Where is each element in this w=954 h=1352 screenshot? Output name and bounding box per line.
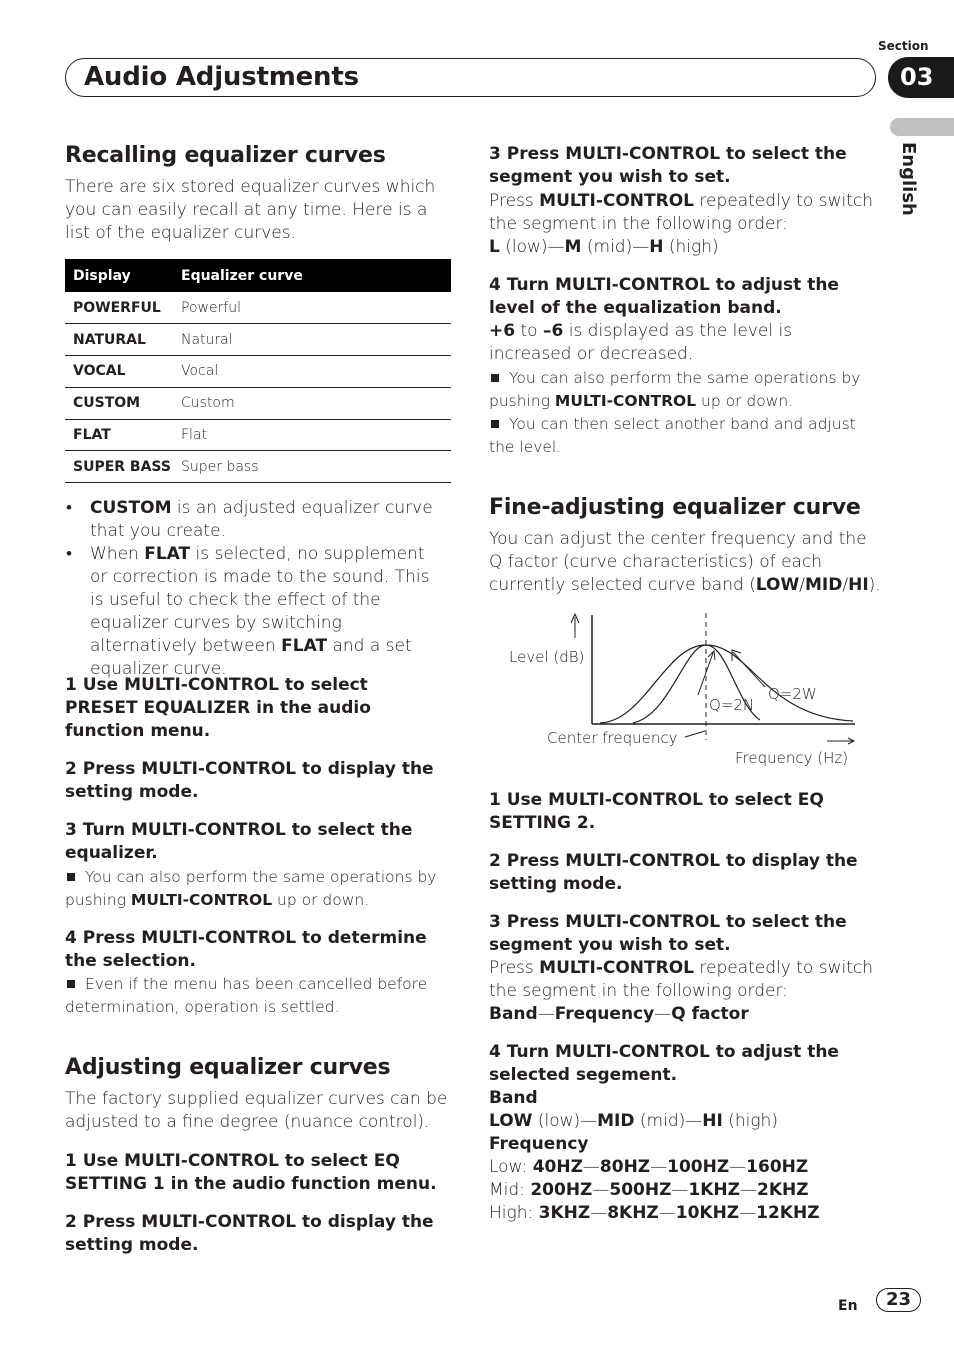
table-cell-display: CUSTOM bbox=[65, 387, 173, 419]
table-header-display: Display bbox=[65, 259, 173, 292]
table-row bbox=[65, 356, 451, 388]
freq-value: 2KHZ bbox=[756, 1180, 809, 1200]
body-text: You can adjust the center frequency and the Q factor (curve characteristics) of each currently selected curve band ( bbox=[489, 529, 867, 595]
heading-adjusting: Adjusting equalizer curves bbox=[65, 1055, 391, 1080]
freq-value: 8KHZ bbox=[607, 1203, 659, 1223]
note-square-icon bbox=[491, 420, 499, 428]
bullet-text: and a set equalizer curve. bbox=[90, 636, 412, 679]
freq-value: 3KHZ bbox=[538, 1203, 591, 1223]
language-label: English bbox=[898, 142, 919, 216]
adjusting-step-4: 4 Turn MULTI-CONTROL to adjust the level of the equalization band. bbox=[489, 275, 839, 318]
freq-value: 10KHZ bbox=[675, 1203, 740, 1223]
fine-step-4: 4 Turn MULTI-CONTROL to adjust the selected segement. bbox=[489, 1042, 839, 1085]
order-text: (mid)— bbox=[581, 237, 650, 257]
table-cell-display: VOCAL bbox=[65, 356, 173, 388]
note-text: up or down. bbox=[696, 392, 794, 410]
table-cell-display: FLAT bbox=[65, 419, 173, 451]
bullet-bold: FLAT bbox=[281, 636, 328, 656]
adjusting-intro: The factory supplied equalizer curves can be adjusted to a fine degree (nuance control). bbox=[65, 1089, 448, 1132]
table-cell-curve: Natural bbox=[173, 324, 451, 356]
bullet-text: is an adjusted equalizer curve that you create. bbox=[90, 498, 433, 541]
note-text: up or down. bbox=[272, 891, 370, 909]
recalling-step-1: 1 Use MULTI-CONTROL to select PRESET EQUALIZER in the audio function menu. bbox=[65, 675, 371, 741]
table-row bbox=[65, 451, 451, 483]
recalling-bullets bbox=[65, 497, 445, 681]
table-cell-curve: Powerful bbox=[173, 292, 451, 324]
note-text: You can then select another band and adjust the level. bbox=[489, 415, 856, 456]
footer-language: En bbox=[838, 1298, 858, 1314]
band-hi: HI bbox=[702, 1111, 723, 1131]
q2n-label: Q=2N bbox=[709, 696, 755, 714]
recalling-step-4: 4 Press MULTI-CONTROL to determine the selection. bbox=[65, 928, 427, 971]
body-text: is displayed as the level is increased or decreased. bbox=[489, 321, 793, 364]
band-text: (high) bbox=[722, 1111, 778, 1131]
list-item bbox=[65, 497, 445, 543]
bullet-text: is selected, no supplement or correction is made to the sound. This is useful to check the effect of the equalizer curves by switching alternatively between bbox=[90, 544, 430, 656]
body-text: / bbox=[842, 575, 849, 595]
note-square-icon bbox=[67, 980, 75, 988]
fine-step-3-body bbox=[489, 957, 874, 1026]
band-low: LOW bbox=[755, 575, 800, 595]
table-row bbox=[65, 324, 451, 356]
band-low: LOW bbox=[489, 1111, 533, 1131]
heading-fine-adjusting: Fine-adjusting equalizer curve bbox=[489, 495, 861, 520]
band-text: (low)— bbox=[532, 1111, 598, 1131]
equalizer-table bbox=[65, 259, 451, 483]
body-text: Press bbox=[489, 958, 540, 978]
section-label: Section bbox=[878, 39, 929, 53]
adjusting-note-1 bbox=[489, 367, 874, 413]
body-text: / bbox=[799, 575, 805, 595]
note-text: You can also perform the same operations by pushing bbox=[489, 369, 861, 410]
body-text: Press bbox=[489, 191, 540, 211]
adjusting-step-3-body bbox=[489, 190, 874, 259]
section-number: 03 bbox=[900, 63, 934, 91]
order-sep: — bbox=[537, 1004, 555, 1024]
freq-row-label: High: bbox=[489, 1203, 539, 1223]
q2w-label: Q=2W bbox=[768, 685, 817, 703]
recalling-step-3: 3 Turn MULTI-CONTROL to select the equalizer. bbox=[65, 820, 413, 863]
level-max: +6 bbox=[489, 321, 516, 341]
recalling-step-2: 2 Press MULTI-CONTROL to display the setting mode. bbox=[65, 759, 434, 802]
note-bold: MULTI-CONTROL bbox=[554, 392, 697, 410]
band-mid: MID bbox=[805, 575, 843, 595]
order-text: (high) bbox=[663, 237, 719, 257]
note-square-icon bbox=[491, 374, 499, 382]
body-text: repeatedly to switch the segment in the following order: bbox=[489, 191, 873, 234]
freq-value: 500HZ bbox=[609, 1180, 672, 1200]
table-cell-curve: Custom bbox=[173, 387, 451, 419]
list-item bbox=[65, 543, 445, 681]
band-text: (mid)— bbox=[634, 1111, 703, 1131]
freq-value: 100HZ bbox=[667, 1157, 730, 1177]
table-cell-curve: Flat bbox=[173, 419, 451, 451]
band-mid: MID bbox=[597, 1111, 635, 1131]
fine-step-3: 3 Press MULTI-CONTROL to select the segment you wish to set. bbox=[489, 912, 847, 955]
heading-recalling: Recalling equalizer curves bbox=[65, 143, 386, 168]
language-tab bbox=[890, 118, 954, 136]
q-factor-diagram bbox=[505, 605, 865, 775]
freq-row-label: Mid: bbox=[489, 1180, 531, 1200]
adjusting-step-3: 3 Press MULTI-CONTROL to select the segment you wish to set. bbox=[489, 144, 847, 187]
table-cell-display: NATURAL bbox=[65, 324, 173, 356]
table-header-curve: Equalizer curve bbox=[173, 259, 451, 292]
band-heading: Band bbox=[489, 1088, 538, 1108]
order-mid: M bbox=[564, 237, 582, 257]
freq-value: 12KHZ bbox=[756, 1203, 820, 1223]
freq-row-label: Low: bbox=[489, 1157, 533, 1177]
body-bold: MULTI-CONTROL bbox=[539, 958, 694, 978]
body-text: ). bbox=[868, 575, 881, 595]
order-frequency: Frequency bbox=[554, 1004, 655, 1024]
table-cell-display: POWERFUL bbox=[65, 292, 173, 324]
center-frequency-label: Center frequency bbox=[547, 729, 678, 747]
table-row bbox=[65, 292, 451, 324]
level-min: –6 bbox=[542, 321, 564, 341]
freq-value: 80HZ bbox=[599, 1157, 651, 1177]
frequency-heading: Frequency bbox=[489, 1134, 589, 1154]
order-sep: — bbox=[654, 1004, 672, 1024]
note-text: You can also perform the same operations by pushing bbox=[65, 868, 437, 909]
band-hi: HI bbox=[848, 575, 869, 595]
note-bold: MULTI-CONTROL bbox=[130, 891, 273, 909]
fine-intro bbox=[489, 528, 881, 597]
adjusting-step-4-body bbox=[489, 320, 874, 366]
order-q-factor: Q factor bbox=[671, 1004, 749, 1024]
adjusting-step-1: 1 Use MULTI-CONTROL to select EQ SETTING 1 in the audio function menu. bbox=[65, 1151, 437, 1194]
bullet-bold: CUSTOM bbox=[90, 498, 172, 518]
bullet-text: When bbox=[90, 544, 145, 564]
level-label: Level (dB) bbox=[509, 648, 585, 666]
freq-value: 160HZ bbox=[746, 1157, 809, 1177]
note-square-icon bbox=[67, 873, 75, 881]
q2w-pointer bbox=[733, 652, 765, 687]
order-low: L bbox=[489, 237, 500, 257]
recalling-intro: There are six stored equalizer curves which you can easily recall at any time. Here is a list of the equalizer curves. bbox=[65, 177, 436, 243]
table-row bbox=[65, 419, 451, 451]
order-high: H bbox=[649, 237, 664, 257]
order-text: (low)— bbox=[499, 237, 565, 257]
frequency-label: Frequency (Hz) bbox=[735, 749, 849, 767]
fine-step-2: 2 Press MULTI-CONTROL to display the setting mode. bbox=[489, 851, 858, 894]
recalling-step-3-note bbox=[65, 866, 450, 912]
adjusting-note-2 bbox=[489, 413, 874, 459]
bullet-bold: FLAT bbox=[144, 544, 191, 564]
table-cell-curve: Super bass bbox=[173, 451, 451, 483]
table-cell-curve: Vocal bbox=[173, 356, 451, 388]
body-bold: MULTI-CONTROL bbox=[539, 191, 694, 211]
center-pointer bbox=[685, 731, 705, 737]
order-band: Band bbox=[489, 1004, 538, 1024]
freq-value: 200HZ bbox=[530, 1180, 593, 1200]
freq-value: 40HZ bbox=[532, 1157, 583, 1177]
body-text: to bbox=[515, 321, 543, 341]
table-row bbox=[65, 387, 451, 419]
fine-step-1: 1 Use MULTI-CONTROL to select EQ SETTING 2. bbox=[489, 790, 824, 833]
note-text: Even if the menu has been cancelled before determination, operation is settled. bbox=[65, 975, 428, 1016]
page-number: 23 bbox=[885, 1289, 912, 1310]
freq-value: 1KHZ bbox=[688, 1180, 740, 1200]
table-cell-display: SUPER BASS bbox=[65, 451, 173, 483]
body-text: repeatedly to switch the segment in the following order: bbox=[489, 958, 873, 1001]
recalling-step-4-note bbox=[65, 973, 450, 1019]
table-header-row bbox=[65, 259, 451, 292]
adjusting-step-2: 2 Press MULTI-CONTROL to display the setting mode. bbox=[65, 1212, 434, 1255]
fine-step-4-body: Band LOW (low)—MID (mid)—HI (high) Frequency Low: 40HZ—80HZ—100HZ—160HZ Mid: 200HZ—500HZ—1KHZ—2KHZ High: 3KHZ—8KHZ—10KHZ—12KHZ bbox=[489, 1088, 820, 1223]
page-title: Audio Adjustments bbox=[84, 62, 359, 92]
